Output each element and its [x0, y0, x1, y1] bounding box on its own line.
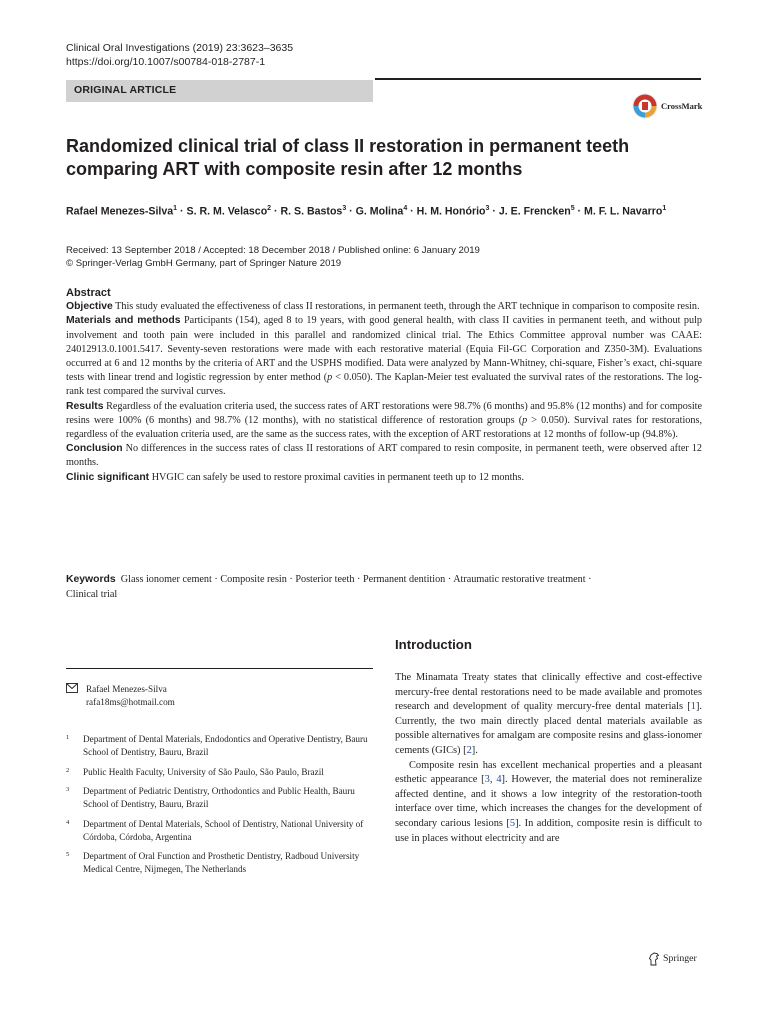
- affiliation-number: 1: [66, 734, 70, 741]
- citation-link[interactable]: 3: [484, 774, 490, 786]
- affiliation-text: Department of Dental Materials, School of Dentistry, National University of Córdoba, Córdoba, Argentina: [83, 819, 364, 842]
- affiliation-text: Public Health Faculty, University of São Paulo, São Paulo, Brazil: [83, 767, 324, 777]
- title-line-1: Randomized clinical trial of class II restoration in permanent teeth: [66, 136, 630, 156]
- article-title: [66, 135, 686, 181]
- author-affiliation-mark: 5: [570, 205, 575, 212]
- abstract-conclusion: Conclusion No differences in the success rates of class II restorations of ART compared to resin composite, in permanent teeth, were observed after 12 months.: [66, 443, 703, 469]
- introduction-paragraph: Composite resin has excellent mechanical properties and a pleasant esthetic appearance [3, 4]. However, the material does not remineralize affected dentine, and it shows a low integrity of the restoration-tooth interface over time, which increases the changes for the development of secondary carious lesions [5]. In addition, composite resin is difficult to use in places without electricity and are: [395, 759, 702, 844]
- abstract-objective: Objective This study evaluated the effectiveness of class II restorations, in permanent teeth, through the ART technique in comparison to composite resin.: [66, 301, 700, 313]
- results-label: Results: [66, 400, 104, 412]
- author-name[interactable]: Rafael Menezes-Silva: [66, 205, 174, 218]
- abstract-clinic-significance: Clinic significant HVGIC can safely be used to restore proximal cavities in permanent teeth up to 12 months.: [66, 471, 524, 483]
- crossmark-label: CrossMark: [661, 101, 703, 111]
- springer-horse-icon: [648, 952, 660, 966]
- contact-name: Rafael Menezes-Silva: [86, 684, 167, 694]
- doi-link[interactable]: https://doi.org/10.1007/s00784-018-2787-1: [66, 56, 266, 68]
- author-list: Rafael Menezes-Silva$^1$ · S. R. M. Velasco$^2$ · R. S. Bastos$^3$ · G. Molina$^4$ · H. M. Honório$^3$ · J. E. Frencken$^5$ · M. F. L. Navarro$^1$: [66, 205, 667, 218]
- crossmark-badge[interactable]: [632, 93, 704, 119]
- author-affiliation-mark: 1: [662, 205, 667, 212]
- crossmark-icon: [632, 93, 658, 119]
- objective-label: Objective: [66, 301, 113, 313]
- introduction-body: [395, 671, 702, 846]
- abstract-heading: Abstract: [66, 287, 111, 299]
- abstract-methods: Materials and methods Participants (154), aged 8 to 19 years, with good general health, with class II cavities in permanent teeth, and without pulp involvement and tooth pain were included in this parallel and randomized clinical trial. The Ethics Committee approval number was CAAE: 24012913.0.1001.5417. Seventy-seven restorations were made with each restorative material (Equia Fil-GC Corporation and Z350-3M). Evaluations occurred at 6 and 12 months by the criteria of ART and the USPHS modified. Data were analyzed by Mann-Whitney, chi-square, Fisher’s exact, chi-square tests with linear trend and logistic regression by enter method (p < 0.050). The Kaplan-Meier test evaluated the survival rates of the restorations. The log-rank test compared the survival curves.: [66, 315, 703, 398]
- publication-dates: [66, 244, 480, 270]
- author-name[interactable]: R. S. Bastos: [280, 205, 343, 218]
- author-affiliation-mark: 2: [267, 205, 272, 212]
- title-line-2: comparing ART with composite resin after 12 months: [66, 159, 523, 179]
- journal-name: Clinical Oral Investigations (2019) 23:3623–3635: [66, 42, 294, 54]
- envelope-icon: [66, 683, 78, 693]
- author-affiliation-mark: 3: [485, 205, 490, 212]
- author-name[interactable]: J. E. Frencken: [498, 205, 571, 218]
- received-accepted-published: Received: 13 September 2018 / Accepted: 18 December 2018 / Published online: 6 January 2019: [66, 245, 480, 256]
- author-affiliation-mark: 4: [403, 205, 408, 212]
- methods-label: Materials and methods: [66, 315, 181, 327]
- citation-link[interactable]: 4: [496, 774, 502, 786]
- author-name[interactable]: H. M. Honório: [416, 205, 486, 218]
- copyright-line: © Springer-Verlag GmbH Germany, part of Springer Nature 2019: [66, 258, 342, 269]
- affiliation-number: 2: [66, 767, 70, 774]
- affiliation-number: 4: [66, 819, 70, 826]
- author-name[interactable]: M. F. L. Navarro: [584, 205, 663, 218]
- article-type-label: ORIGINAL ARTICLE: [74, 84, 177, 96]
- introduction-heading: Introduction: [395, 637, 472, 652]
- affiliation-text: Department of Oral Function and Prosthetic Dentistry, Radboud University Medical Centre, Nijmegen, The Netherlands: [83, 851, 360, 874]
- journal-citation: [66, 41, 293, 69]
- keywords-label: Keywords: [66, 574, 116, 585]
- keywords-section: [66, 572, 706, 602]
- author-affiliation-mark: 1: [173, 205, 178, 212]
- publisher-name: Springer: [663, 953, 697, 964]
- author-affiliation-mark: 3: [342, 205, 347, 212]
- citation-link[interactable]: 5: [509, 817, 516, 829]
- publisher-logo: [648, 952, 708, 966]
- abstract-section: [66, 286, 702, 485]
- contact-email[interactable]: rafa18ms@hotmail.com: [86, 697, 175, 707]
- keywords-line-2: Clinical trial: [66, 589, 118, 600]
- citation-link[interactable]: 2: [466, 744, 472, 756]
- conclusion-label: Conclusion: [66, 443, 123, 455]
- affiliation-number: 5: [66, 851, 70, 858]
- affiliation-text: Department of Dental Materials, Endodontics and Operative Dentistry, Bauru School of Dentistry, Bauru, Brazil: [83, 734, 368, 757]
- author-name[interactable]: G. Molina: [355, 205, 404, 218]
- clinic-label: Clinic significant: [66, 471, 150, 483]
- introduction-paragraph: The Minamata Treaty states that clinically effective and cost-effective mercury-free dental restorations need to be made available and promotes research and development of quality mercury-free dental materials [1]. Currently, the two main directly placed dental materials available as possible alternatives for amalgam are composite resins and glass-ionomer cements (GICs) [2].: [395, 672, 702, 756]
- affiliation-text: Department of Pediatric Dentistry, Orthodontics and Public Health, Bauru School of Dentistry, Bauru, Brazil: [83, 786, 355, 809]
- keywords-line-1: Keywords Glass ionomer cement · Composite resin · Posterior teeth · Permanent dentition · Atraumatic restorative treatment ·: [66, 574, 592, 585]
- citation-link[interactable]: 1: [690, 701, 696, 713]
- copyright-icon: ©: [66, 258, 74, 269]
- abstract-results: Results Regardless of the evaluation criteria used, the success rates of ART restorations were 98.7% (6 months) and 95.8% (12 months) and for composite resins were 100% (6 months) and 98.7% (12 months), with no statistical difference of restoration groups (p > 0.050). Survival rates for restorations, regardless of the evaluation criteria used, are the same as the success rates, with the exception of ART restorations at 12 months of follow-up (94.8%).: [66, 400, 703, 441]
- header-rule: [375, 78, 701, 80]
- author-name[interactable]: S. R. M. Velasco: [186, 205, 268, 218]
- footnote-rule: [66, 668, 373, 669]
- affiliation-number: 3: [66, 786, 70, 793]
